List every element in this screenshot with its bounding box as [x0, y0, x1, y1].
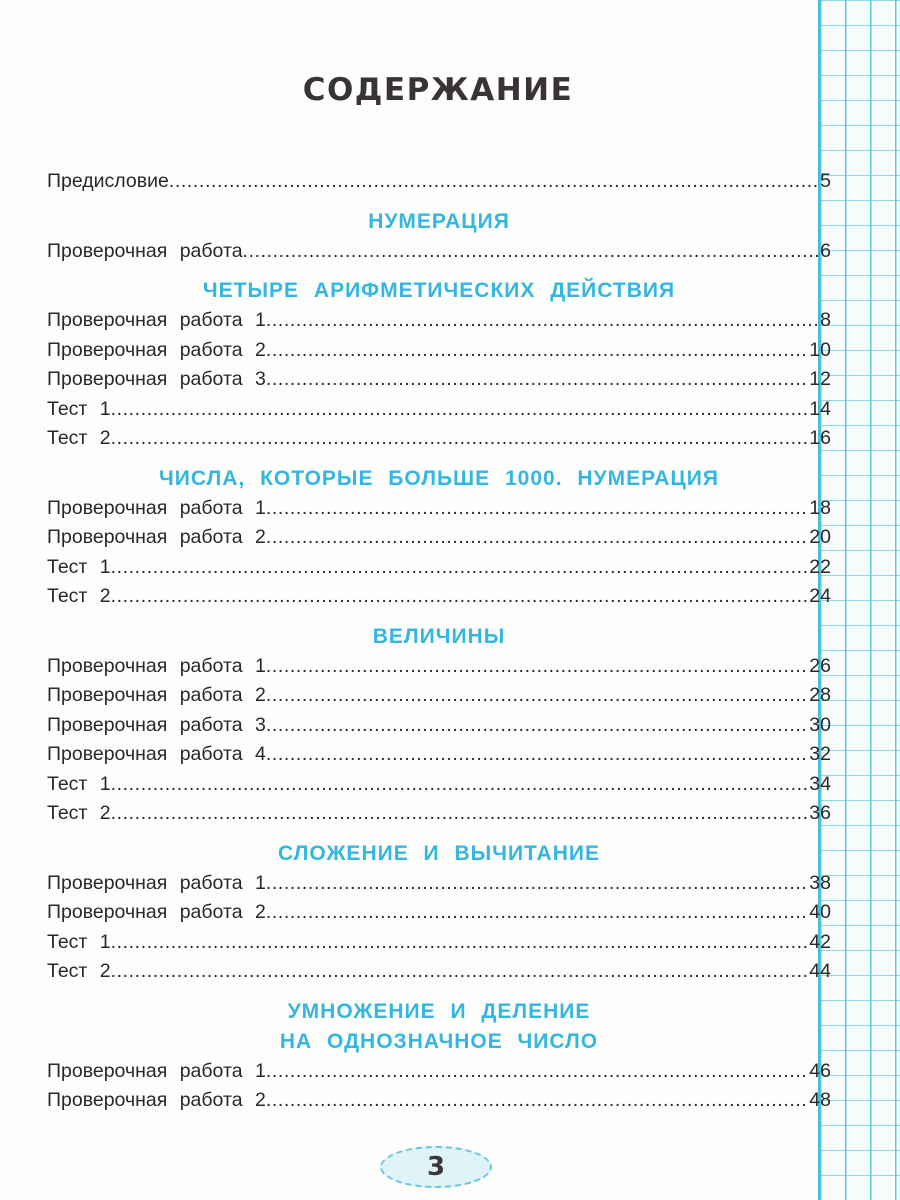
entry-page: 26 [809, 654, 831, 677]
toc-entry[interactable] [47, 494, 831, 524]
entry-page: 20 [809, 526, 831, 548]
entry-label: Предисловие [47, 170, 169, 192]
page-title: СОДЕРЖАНИЕ [302, 72, 574, 108]
entry-page: 18 [809, 496, 831, 519]
dot-leader [266, 740, 807, 770]
toc-entry[interactable] [47, 740, 831, 770]
table-of-contents [47, 167, 831, 1116]
entry-label: Проверочная работа 2 [47, 901, 266, 923]
entry-page: 5 [820, 170, 831, 192]
entry-page: 44 [809, 960, 831, 982]
toc-entry[interactable] [47, 681, 831, 711]
entry-label: Проверочная работа 1 [47, 871, 266, 894]
entry-label: Проверочная работа 2 [47, 338, 266, 361]
toc-entry[interactable] [47, 799, 831, 829]
entry-label: Проверочная работа 3 [47, 713, 266, 736]
entry-page: 22 [809, 555, 831, 578]
entry-page: 6 [820, 239, 831, 262]
section-heading: УМНОЖЕНИЕ И ДЕЛЕНИЕ НА ОДНОЗНАЧНОЕ ЧИСЛО [279, 999, 599, 1053]
toc-entry[interactable] [47, 869, 831, 899]
entry-label: Проверочная работа 2 [47, 684, 266, 706]
dot-leader [266, 869, 807, 899]
toc-entry[interactable] [47, 523, 831, 553]
dot-leader [111, 770, 808, 800]
entry-label: Тест 1 [47, 772, 111, 795]
entry-label: Тест 2 [47, 802, 111, 824]
toc-entry[interactable] [47, 395, 831, 425]
toc-entry[interactable] [47, 365, 831, 395]
entry-label: Тест 2 [47, 960, 111, 982]
toc-entry[interactable] [47, 553, 831, 583]
entry-page: 8 [820, 309, 831, 331]
entry-label: Тест 1 [47, 397, 111, 420]
section-heading: СЛОЖЕНИЕ И ВЫЧИТАНИЕ [278, 841, 600, 865]
entry-label: Проверочная работа 2 [47, 1089, 266, 1111]
dot-leader [266, 336, 807, 366]
dot-leader [169, 167, 818, 197]
entry-label: Проверочная работа 1 [47, 1059, 266, 1082]
dot-leader [111, 395, 808, 425]
entry-page: 24 [809, 585, 831, 607]
dot-leader [266, 652, 807, 682]
toc-entry[interactable] [47, 898, 831, 928]
dot-leader [111, 928, 808, 958]
section-heading: ЧЕТЫРЕ АРИФМЕТИЧЕСКИХ ДЕЙСТВИЯ [202, 279, 676, 302]
entry-label: Тест 2 [47, 585, 111, 607]
entry-label: Проверочная работа 2 [47, 526, 266, 548]
page-number-badge: 3 [380, 1146, 492, 1188]
dot-leader [111, 582, 808, 612]
entry-label: Проверочная работа 4 [47, 743, 266, 765]
toc-entry[interactable] [47, 652, 831, 682]
entry-label: Проверочная работа [47, 239, 243, 262]
entry-page: 42 [809, 930, 831, 953]
toc-entry[interactable] [47, 957, 831, 987]
entry-page: 36 [809, 802, 831, 824]
entry-label: Проверочная работа 1 [47, 309, 266, 331]
toc-entry[interactable] [47, 336, 831, 366]
entry-page: 16 [809, 427, 831, 449]
dot-leader [266, 523, 807, 553]
toc-entry[interactable] [47, 167, 831, 197]
toc-entry[interactable] [47, 1057, 831, 1087]
entry-page: 30 [809, 713, 831, 736]
dot-leader [111, 424, 808, 454]
toc-entry[interactable] [47, 424, 831, 454]
dot-leader [111, 553, 808, 583]
toc-entry[interactable] [47, 770, 831, 800]
entry-page: 40 [809, 901, 831, 923]
entry-label: Тест 1 [47, 555, 111, 578]
entry-page: 28 [809, 684, 831, 706]
toc-entry[interactable] [47, 711, 831, 741]
entry-page: 46 [809, 1059, 831, 1082]
section-heading: ЧИСЛА, КОТОРЫЕ БОЛЬШЕ 1000. НУМЕРАЦИЯ [159, 466, 719, 490]
dot-leader [111, 799, 808, 829]
entry-label: Проверочная работа 3 [47, 368, 266, 390]
section-heading: ВЕЛИЧИНЫ [372, 624, 506, 648]
entry-page: 38 [809, 871, 831, 894]
toc-entry[interactable] [47, 237, 831, 267]
entry-page: 48 [809, 1089, 831, 1111]
entry-label: Тест 1 [47, 930, 111, 953]
dot-leader [266, 1057, 807, 1087]
dot-leader [266, 898, 807, 928]
dot-leader [243, 237, 819, 267]
section-heading: НУМЕРАЦИЯ [368, 209, 510, 233]
entry-page: 12 [809, 368, 831, 390]
toc-entry[interactable] [47, 582, 831, 612]
dot-leader [266, 365, 807, 395]
entry-page: 14 [809, 397, 831, 420]
entry-page: 32 [809, 743, 831, 765]
dot-leader [266, 681, 807, 711]
toc-entry[interactable] [47, 306, 831, 336]
entry-label: Тест 2 [47, 427, 111, 449]
dot-leader [266, 494, 807, 524]
dot-leader [266, 1086, 807, 1116]
dot-leader [111, 957, 808, 987]
toc-entry[interactable] [47, 928, 831, 958]
dot-leader [266, 711, 807, 741]
entry-page: 10 [809, 338, 831, 361]
entry-page: 34 [809, 772, 831, 795]
toc-entry[interactable] [47, 1086, 831, 1116]
dot-leader [266, 306, 818, 336]
entry-label: Проверочная работа 1 [47, 654, 266, 677]
entry-label: Проверочная работа 1 [47, 496, 266, 519]
